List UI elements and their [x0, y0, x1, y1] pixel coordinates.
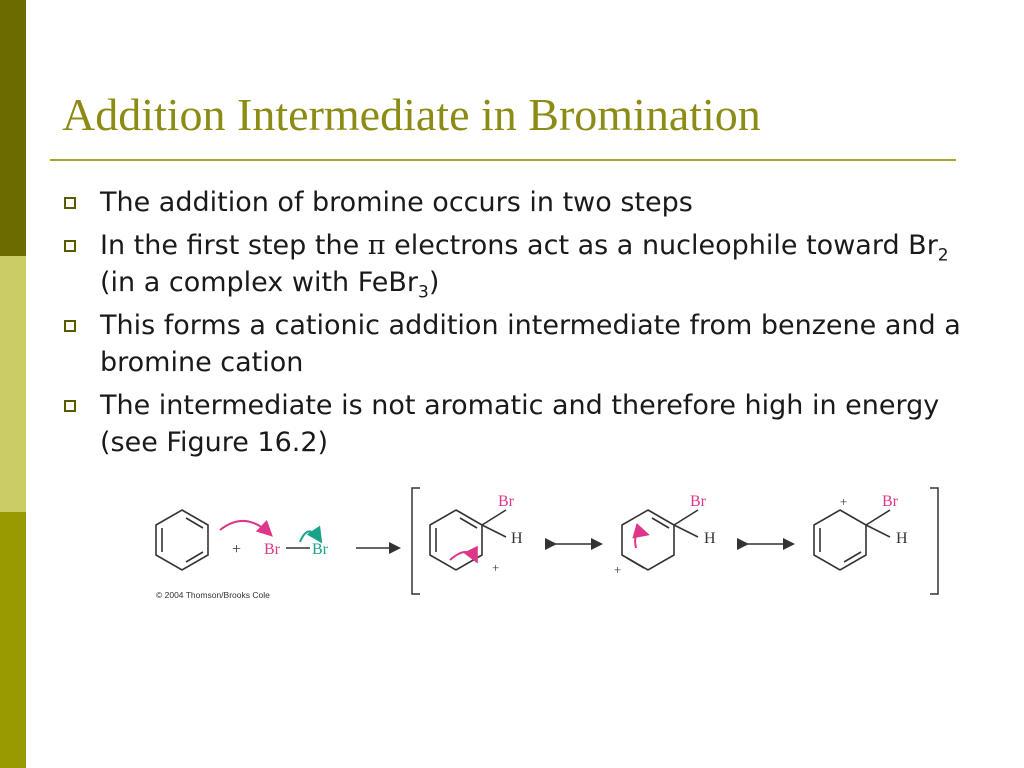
bullet-text: The intermediate is not aromatic and therefore high in energy (see Figure 16.2)	[100, 390, 940, 458]
left-bracket	[412, 488, 420, 594]
square-bullet-icon	[64, 320, 76, 332]
pi-symbol: π	[367, 230, 386, 261]
square-bullet-icon	[64, 197, 76, 209]
bullet-item	[64, 184, 964, 221]
title-rule	[50, 159, 956, 161]
svg-text:+: +	[614, 562, 622, 577]
left-bar-bottom	[0, 512, 26, 768]
bullet-text: The addition of bromine occurs in two steps	[100, 187, 693, 218]
bromination-mechanism-figure	[140, 482, 950, 607]
svg-text:Br: Br	[882, 493, 898, 510]
svg-text:Br: Br	[690, 493, 706, 510]
svg-text:H: H	[511, 530, 523, 547]
bromine-label: Br	[264, 541, 280, 558]
plus-sign: +	[232, 541, 242, 558]
bromine-label: Br	[312, 541, 328, 558]
svg-text:+: +	[840, 494, 848, 509]
svg-text:+: +	[492, 560, 500, 575]
square-bullet-icon	[64, 400, 76, 412]
bullet-item	[64, 307, 964, 381]
benzene-ring	[156, 510, 208, 570]
svg-text:Br: Br	[498, 493, 514, 510]
svg-text:H: H	[896, 530, 908, 547]
left-bar-middle	[0, 256, 26, 512]
square-bullet-icon	[64, 240, 76, 252]
left-bar-top	[0, 0, 26, 256]
svg-text:H: H	[704, 530, 716, 547]
bullet-text: In the first step the π electrons act as a nucleophile toward $Br_2$ (in a complex with FeBr$_3$)	[100, 230, 949, 303]
slide-title: Addition Intermediate in Bromination	[62, 89, 761, 140]
curved-arrow-pink	[220, 521, 270, 534]
right-bracket	[930, 488, 938, 594]
bullet-list	[64, 184, 964, 467]
bullet-item	[64, 387, 964, 461]
copyright-note: © 2004 Thomson/Brooks Cole	[156, 590, 270, 600]
bullet-item	[64, 227, 964, 301]
bullet-text: This forms a cationic addition intermediate from benzene and a bromine cation	[100, 310, 961, 378]
